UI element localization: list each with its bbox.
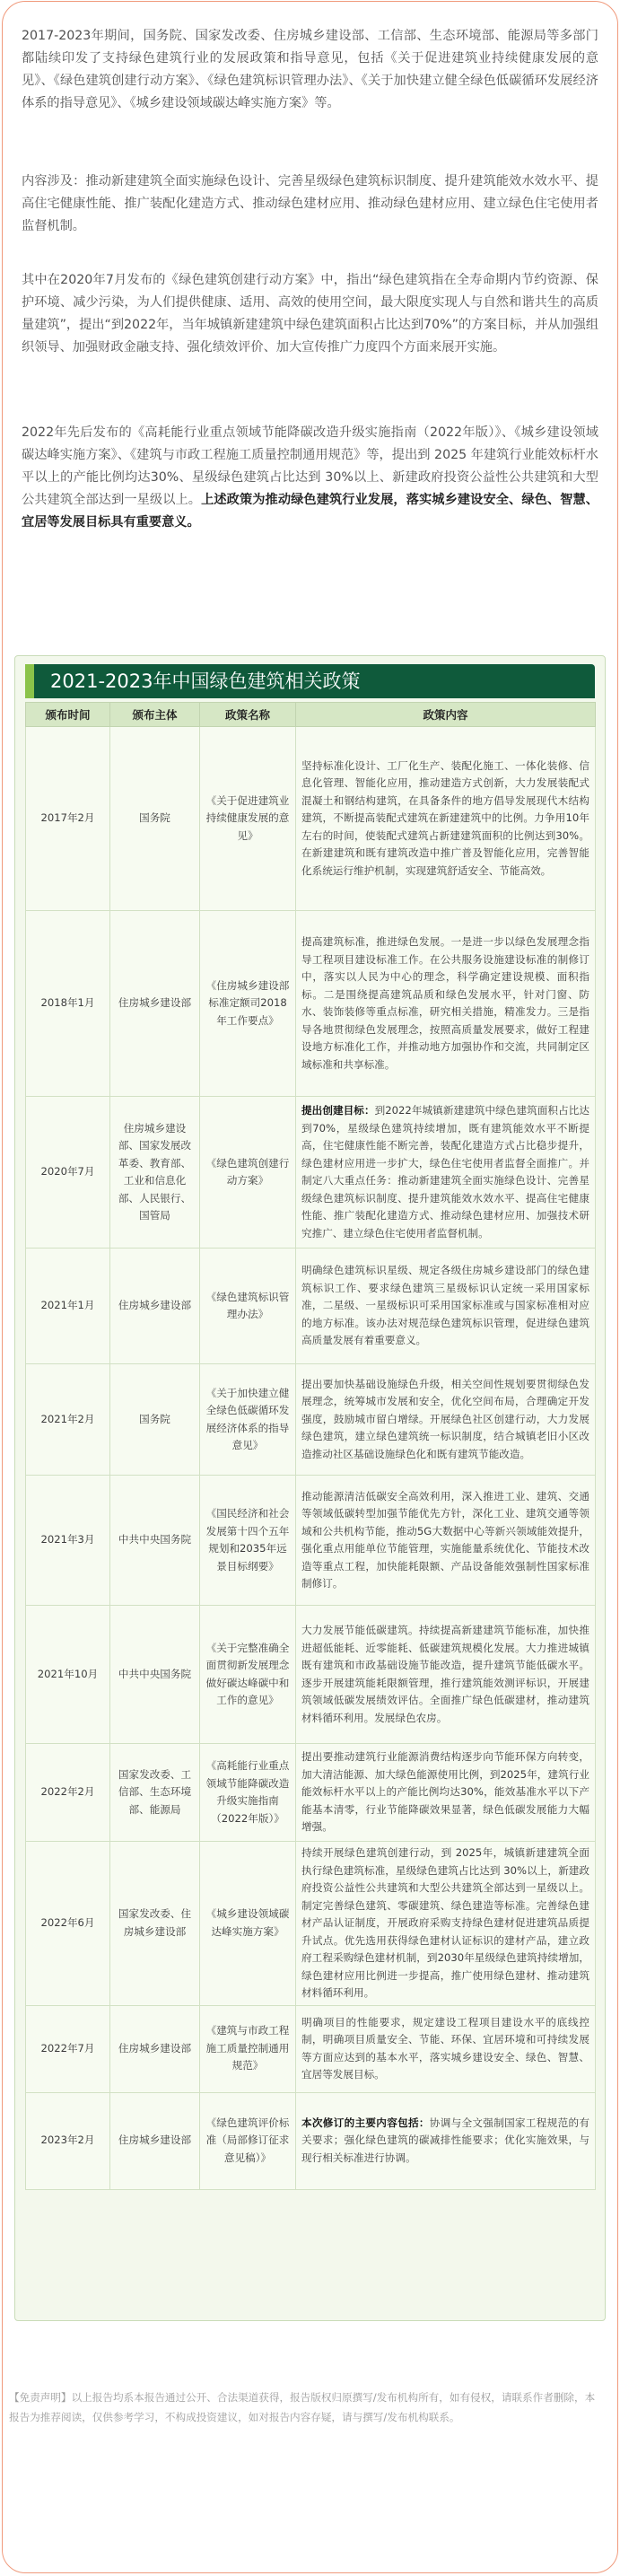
date-cell: 2022年7月: [26, 2005, 110, 2092]
table-row: [26, 1744, 596, 1842]
policy-content-cell: [296, 1606, 596, 1744]
policy-content-text: 坚持标准化设计、工厂化生产、装配化施工、一体化装修、信息化管理、智能化应用，推动建造方式创新，大力发展装配式混凝土和钢结构建筑，在具备条件的地方倡导发展现代木结构建筑，不断提高装配式建筑在新建建筑中的比例。力争用10年左右的时间，使装配式建筑占新建建筑面积的比例达到30%。在新建建筑和既有建筑改造中推广普及智能化应用，完善智能化系统运行维护机制，实现建筑舒适安全、节能高效。: [301, 758, 589, 877]
issuer-cell: 国家发改委、工信部、生态环境部、能源局: [110, 1744, 200, 1842]
intro-paragraph-4-text: 2022年先后发布的《高耗能行业重点领域节能降碳改造升级实施指南（2022年版）》、《城乡建设领域碳达峰实施方案》、《建筑与市政工程施工质量控制通用规范》等，提出到 2025 年建筑行业能效标杆水平以上的产能比例均达30%、星级绿色建筑占比达到 30%以上、新建政府投资公益性公共建筑和大型公共建筑全部达到一星级以上。: [22, 425, 598, 507]
policy-table: [25, 702, 596, 2190]
table-row: [26, 1606, 596, 1744]
policy-content-text: 大力发展节能低碳建筑。持续提高新建建筑节能标准，加快推进超低能耗、近零能耗、低碳建筑规模化发展。大力推进城镇既有建筑和市政基础设施节能改造，提升建筑节能低碳水平。逐步开展建筑能耗限额管理，推行建筑能效测评标识，开展建筑领域低碳发展绩效评估。全面推广绿色低碳建材，推动建筑材料循环利用。发展绿色农房。: [301, 1624, 589, 1724]
policy-content-cell: [296, 1097, 596, 1249]
policy-name-cell: 《关于促进建筑业持续健康发展的意见》: [200, 727, 296, 911]
policy-name-cell: 《绿色建筑评价标准（局部修订征求意见稿）》: [200, 2092, 296, 2189]
policy-content-text: 明确项目的性能要求，规定建设工程项目建设水平的底线控制，明确项目质量安全、节能、环保、宜居环境和可持续发展等方面应达到的基本水平，落实城乡建设安全、绿色、智慧、宜居等发展目标。: [301, 2015, 589, 2081]
policy-content-cell: [296, 1476, 596, 1606]
policy-content-cell: [296, 1842, 596, 2006]
policy-content-cell: [296, 2005, 596, 2092]
policy-name-cell: 《国民经济和社会发展第十四个五年规划和2035年远景目标纲要》: [200, 1476, 296, 1606]
date-cell: 2021年1月: [26, 1249, 110, 1364]
table-row: [26, 727, 596, 911]
policy-content-text: 到2022年城镇新建建筑中绿色建筑面积占比达到70%，星级绿色建筑持续增加，既有建筑能效水平不断提高，住宅健康性能不断完善，装配化建造方式占比稳步提升，绿色建材应用进一步扩大，绿色住宅使用者监督全面推广。并制定八大重点任务：推动新建建筑全面实施绿色设计、完善星级绿色建筑标识制度、提升建筑能效水效水平、提高住宅健康性能、推广装配化建造方式、推动绿色建材应用、加强技术研究推广、建立绿色住宅使用者监督机制。: [301, 1104, 589, 1240]
table-row: [26, 1842, 596, 2006]
policy-name-cell: 《城乡建设领域碳达峰实施方案》: [200, 1842, 296, 2006]
policy-content-text: 提出要推动建筑行业能源消费结构逐步向节能环保方向转变，加大清洁能源、加大绿色能源使用比例，到2025年，建筑行业能效标杆水平以上的产能比例均达30%，能效基准水平以下产能基本清零，行业节能降碳效果显著，绿色低碳发展能力大幅增强。: [301, 1750, 589, 1834]
policy-content-emphasis: 提出创建目标：: [301, 1104, 375, 1117]
table-row: [26, 1364, 596, 1476]
issuer-cell: 住房城乡建设部: [110, 1249, 200, 1364]
policy-content-text: 提出要加快基础设施绿色升级，相关空间性规划要贯彻绿色发展理念，统筹城市发展和安全，优化空间布局，合理确定开发强度，鼓励城市留白增绿。开展绿色社区创建行动，大力发展绿色建筑，建立绿色建筑统一标识制度，结合城镇老旧小区改造推动社区基础设施绿色化和既有建筑节能改造。: [301, 1377, 589, 1460]
table-row: [26, 1476, 596, 1606]
policy-name-cell: 《建筑与市政工程施工质量控制通用规范》: [200, 2005, 296, 2092]
policy-name-cell: 《关于加快建立健全绿色低碳循环发展经济体系的指导意见》: [200, 1364, 296, 1476]
date-cell: 2017年2月: [26, 727, 110, 911]
policy-table-title: 2021-2023年中国绿色建筑相关政策: [25, 664, 595, 698]
date-cell: 2022年6月: [26, 1842, 110, 2006]
date-cell: 2023年2月: [26, 2092, 110, 2189]
intro-paragraph-4: [22, 422, 598, 534]
policy-content-emphasis: 本次修订的主要内容包括：: [301, 2116, 430, 2129]
disclaimer-note: 【免责声明】以上报告均系本报告通过公开、合法渠道获得，报告版权归原撰写/发布机构所有，如有侵权，请联系作者删除，本报告为推荐阅读，仅供参考学习，不构成投资建议，如对报告内容存疑，请与撰写/发布机构联系。: [9, 2391, 596, 2423]
issuer-cell: 住房城乡建设部: [110, 2092, 200, 2189]
policy-content-text: 持续开展绿色建筑创建行动，到 2025年，城镇新建建筑全面执行绿色建筑标准，星级绿色建筑占比达到 30%以上，新建政府投资公益性公共建筑和大型公共建筑全部达到一星级以上。制定完善绿色建筑、零碳建筑、绿色建造等标准。完善绿色建材产品认证制度，开展政府采购支持绿色建材促进建筑品质提升试点。优先选用获得绿色建材认证标识的建材产品，建立政府工程采购绿色建材机制，到2030年星级绿色建筑持续增加，绿色建材应用比例进一步提高，推广使用绿色建材、推动建筑材料循环利用。: [301, 1846, 589, 1999]
date-cell: 2020年7月: [26, 1097, 110, 1249]
date-cell: 2018年1月: [26, 911, 110, 1097]
policy-content-cell: [296, 1249, 596, 1364]
issuer-cell: 国务院: [110, 727, 200, 911]
intro-paragraph-4-emphasis: 上述政策为推动绿色建筑行业发展，落实城乡建设安全、绿色、智慧、宜居等发展目标具有重要意义。: [22, 493, 598, 530]
intro-paragraph-3: 其中在2020年7月发布的《绿色建筑创建行动方案》中，指出“绿色建筑指在全寿命期内节约资源、保护环境、减少污染，为人们提供健康、适用、高效的使用空间，最大限度实现人与自然和谐共生的高质量建筑”，提出“到2022年，当年城镇新建建筑中绿色建筑面积占比达到70%”的方案目标，并从加强组织领导、加强财政金融支持、强化绩效评价、加大宣传推广力度四个方面来展开实施。: [22, 273, 599, 355]
intro-paragraph-1: 2017-2023年期间，国务院、国家发改委、住房城乡建设部、工信部、生态环境部、能源局等多部门都陆续印发了支持绿色建筑行业的发展政策和指导意见，包括《关于促进建筑业持续健康发展的意见》、《绿色建筑创建行动方案》、《绿色建筑标识管理办法》、《关于加快建立健全绿色低碳循环发展经济体系的指导意见》、《城乡建设领域碳达峰实施方案》等。: [22, 29, 598, 110]
date-cell: 2021年2月: [26, 1364, 110, 1476]
policy-content-cell: [296, 1364, 596, 1476]
table-row: [26, 1097, 596, 1249]
policy-name-cell: 《住房城乡建设部标准定额司2018年工作要点》: [200, 911, 296, 1097]
header-issuer: 颁布主体: [110, 703, 200, 727]
issuer-cell: 住房城乡建设部: [110, 911, 200, 1097]
table-row: [26, 1249, 596, 1364]
table-row: [26, 911, 596, 1097]
date-cell: 2022年2月: [26, 1744, 110, 1842]
policy-content-cell: [296, 727, 596, 911]
policy-content-text: 提高建筑标准，推进绿色发展。一是进一步以绿色发展理念指导工程项目建设标准工作。在公共服务设施建设标准的制修订中，落实以人民为中心的理念，科学确定建设规模、面积指标。二是围绕提高建筑品质和绿色发展水平，针对门窗、防水、装饰装修等重点标准，研究相关措施，精准发力。三是指导各地贯彻绿色发展理念，按照高质量发展要求，做好工程建设地方标准化工作，并推动地方加强协作和交流，共同制定区域标准和共享标准。: [301, 935, 589, 1071]
date-cell: 2021年3月: [26, 1476, 110, 1606]
policy-content-text: 推动能源清洁低碳安全高效利用，深入推进工业、建筑、交通等领域低碳转型加强节能优先方针，深化工业、建筑交通等领域和公共机构节能，推动5G大数据中心等新兴领域能效提升，强化重点用能单位节能管理，实施能量系统优化、节能技术改造等重点工程，加快能耗限额、产品设备能效强制性国家标准制修订。: [301, 1489, 589, 1590]
issuer-cell: 国家发改委、住房城乡建设部: [110, 1842, 200, 2006]
policy-content-text: 明确绿色建筑标识星级、规定各级住房城乡建设部门的绿色建筑标识工作、要求绿色建筑三星级标识认定统一采用国家标准，二星级、一星级标识可采用国家标准或与国家标准相对应的地方标准。该办法对规范绿色建筑标识管理，促进绿色建筑高质量发展有着重要意义。: [301, 1264, 589, 1347]
header-policy-name: 政策名称: [200, 703, 296, 727]
issuer-cell: 住房城乡建设部、国家发展改革委、教育部、工业和信息化部、人民银行、国管局: [110, 1097, 200, 1249]
table-row: [26, 2092, 596, 2189]
intro-paragraph-2: 内容涉及：推动新建建筑全面实施绿色设计、完善星级绿色建筑标识制度、提升建筑能效水效水平、提高住宅健康性能、推广装配化建造方式、推动绿色建材应用、推动绿色建材应用、建立绿色住宅使用者监督机制。: [22, 174, 598, 233]
policy-content-cell: [296, 1744, 596, 1842]
issuer-cell: 中共中央国务院: [110, 1606, 200, 1744]
issuer-cell: 中共中央国务院: [110, 1476, 200, 1606]
policy-name-cell: 《关于完整准确全面贯彻新发展理念做好碳达峰碳中和工作的意见》: [200, 1606, 296, 1744]
policy-table-header: [26, 703, 596, 727]
policy-name-cell: 《绿色建筑标识管理办法》: [200, 1249, 296, 1364]
policy-name-cell: 《高耗能行业重点领域节能降碳改造升级实施指南（2022年版）》: [200, 1744, 296, 1842]
policy-name-cell: 《绿色建筑创建行动方案》: [200, 1097, 296, 1249]
date-cell: 2021年10月: [26, 1606, 110, 1744]
header-policy-content: 政策内容: [296, 703, 596, 727]
policy-content-text: 协调与全文强制国家工程规范的有关要求；强化绿色建筑的碳减排性能要求；优化实施效果，与现行相关标准进行协调。: [301, 2116, 589, 2164]
policy-content-cell: [296, 2092, 596, 2189]
issuer-cell: 国务院: [110, 1364, 200, 1476]
policy-content-cell: [296, 911, 596, 1097]
issuer-cell: 住房城乡建设部: [110, 2005, 200, 2092]
table-row: [26, 2005, 596, 2092]
header-date: 颁布时间: [26, 703, 110, 727]
